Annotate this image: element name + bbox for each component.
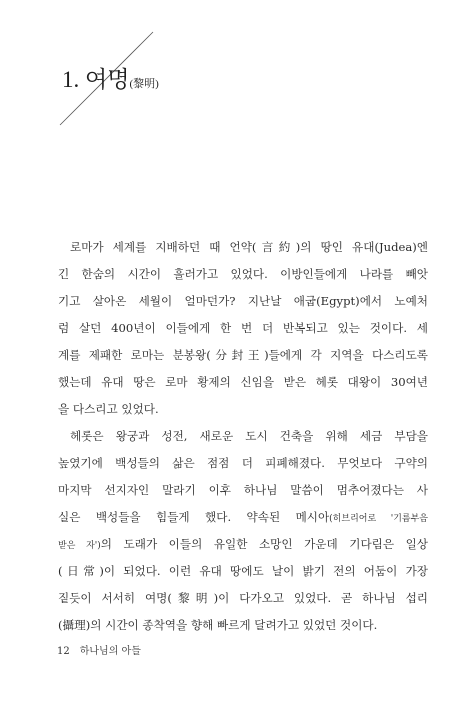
paragraph-line — [58, 531, 428, 558]
paragraph-line: 높였기에 백성들의 삶은 점점 더 피폐해졌다. 무엇보다 구약의 — [58, 456, 428, 470]
running-title: 하나님의 아들 — [79, 646, 141, 657]
paragraph-line: 긴 한숨의 시간이 흘러가고 있었다. 이방인들에게 나라를 빼앗 — [58, 267, 428, 281]
paragraph-line: 을 다스리고 있었다. — [58, 402, 159, 416]
chapter-title-hanja: (黎明) — [129, 78, 159, 90]
page-number: 12 — [57, 646, 70, 657]
paragraph-line: 헤롯은 왕궁과 성전, 새로운 도시 건축을 위해 세금 부담을 — [70, 429, 428, 443]
paragraph-line — [58, 504, 428, 531]
paragraph-line: 럼 살던 400년이 이들에게 한 번 더 반복되고 있는 것이다. 세 — [58, 321, 428, 335]
paragraph-line: (攝理)의 시간이 종착역을 향해 빠르게 달려가고 있었던 것이다. — [58, 618, 378, 632]
paragraph-text: 의 도래가 이들의 유일한 소망인 가운데 기다림은 일상 — [100, 537, 428, 551]
paragraph-line: 마지막 선지자인 말라기 이후 하나님 말씀이 멈추어졌다는 사 — [58, 483, 428, 497]
paragraph-text: 실은 백성들을 힘들게 했다. 약속된 메시아 — [58, 510, 330, 524]
chapter-title-text: 1. 여명 — [62, 67, 130, 92]
paragraph-line: 기고 살아온 세월이 얼마던가? 지난날 애굽(Egypt)에서 노예처 — [58, 294, 428, 308]
paragraph-line: (日常)이 되었다. 이런 유대 땅에도 날이 밝기 전의 어둠이 가장 — [58, 564, 428, 578]
paragraph-line: 계를 제패한 로마는 분봉왕(分封王)들에게 각 지역을 다스리도록 — [58, 348, 428, 362]
chapter-title — [62, 66, 159, 98]
body-text — [58, 234, 428, 639]
paragraph-note: (히브리어로 '기름부음 — [329, 514, 428, 524]
page-footer — [57, 642, 141, 657]
paragraph-line: 로마가 세계를 지배하던 때 언약(言約)의 땅인 유대(Judea)엔 — [70, 240, 428, 254]
paragraph-line: 했는데 유대 땅은 로마 황제의 신임을 받은 헤롯 대왕이 30여년 — [58, 375, 428, 389]
paragraph-line: 짙듯이 서서히 여명(黎明)이 다가오고 있었다. 곧 하나님 섭리 — [58, 591, 428, 605]
paragraph-note: 받은 자') — [58, 541, 101, 551]
